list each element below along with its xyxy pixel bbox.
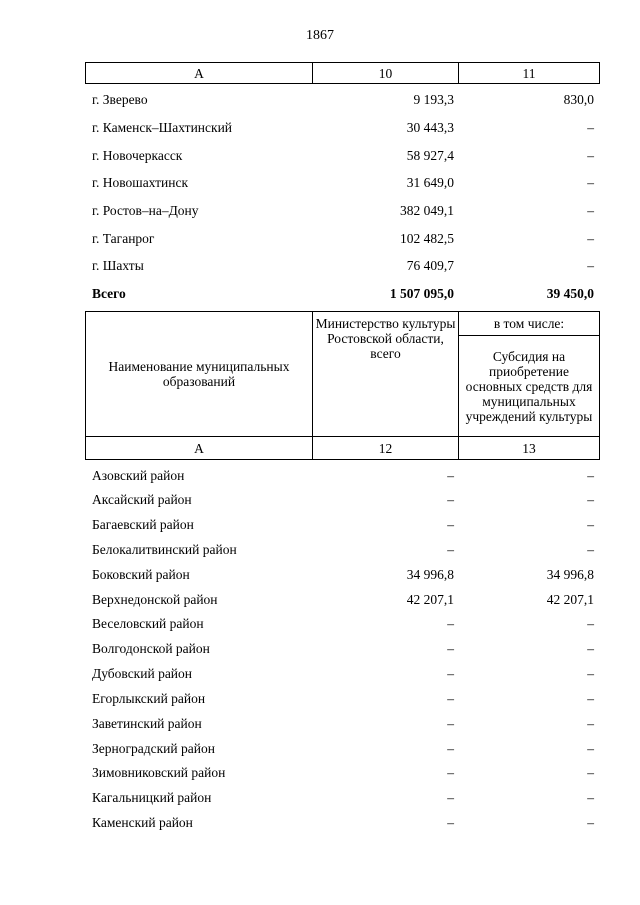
row-value-12: – bbox=[447, 492, 454, 507]
table-row bbox=[0, 665, 640, 683]
row-name: Багаевский район bbox=[92, 517, 194, 532]
table1-header bbox=[85, 62, 600, 84]
table-row bbox=[0, 690, 640, 708]
table-row bbox=[0, 491, 640, 509]
row-value-12: – bbox=[447, 691, 454, 706]
table-row bbox=[0, 789, 640, 807]
table-row bbox=[0, 814, 640, 832]
page-number: 1867 bbox=[306, 28, 334, 43]
table-row bbox=[0, 174, 640, 192]
row-name: Заветинский район bbox=[92, 716, 202, 731]
row-name: Веселовский район bbox=[92, 616, 204, 631]
row-value-10: 76 409,7 bbox=[406, 258, 454, 273]
header-col-13: 13 bbox=[459, 437, 600, 460]
row-name: г. Ростов–на–Дону bbox=[92, 203, 199, 218]
table-row bbox=[0, 615, 640, 633]
row-value-13: – bbox=[587, 641, 594, 656]
table-row bbox=[0, 467, 640, 485]
table-row bbox=[0, 740, 640, 758]
row-value-11: – bbox=[587, 203, 594, 218]
row-value-12: 34 996,8 bbox=[406, 567, 454, 582]
row-name: г. Каменск–Шахтинский bbox=[92, 120, 233, 135]
total-value-10: 1 507 095,0 bbox=[389, 286, 454, 301]
row-value-12: – bbox=[447, 517, 454, 532]
row-value-10: 31 649,0 bbox=[406, 175, 454, 190]
row-name: Волгодонской район bbox=[92, 641, 210, 656]
row-value-13: – bbox=[587, 517, 594, 532]
header-municipality: Наименование муниципальных образований bbox=[86, 312, 313, 437]
row-name: Кагальницкий район bbox=[92, 790, 212, 805]
row-value-12: – bbox=[447, 741, 454, 756]
table-row bbox=[0, 541, 640, 559]
table-row bbox=[0, 202, 640, 220]
row-name: Азовский район bbox=[92, 468, 185, 483]
row-value-12: – bbox=[447, 716, 454, 731]
table2-header bbox=[85, 311, 600, 460]
row-name: Боковский район bbox=[92, 567, 190, 582]
row-value-11: – bbox=[587, 258, 594, 273]
header-including: в том числе: bbox=[459, 312, 600, 336]
table-row bbox=[0, 230, 640, 248]
row-value-13: – bbox=[587, 492, 594, 507]
row-value-13: 34 996,8 bbox=[546, 567, 594, 582]
row-name: г. Новошахтинск bbox=[92, 175, 188, 190]
row-name: г. Новочеркасск bbox=[92, 148, 183, 163]
table-row bbox=[0, 516, 640, 534]
row-value-12: – bbox=[447, 616, 454, 631]
row-value-12: – bbox=[447, 542, 454, 557]
row-value-13: – bbox=[587, 666, 594, 681]
header-ministry: Министерство культуры Ростовской области, всего bbox=[313, 312, 459, 437]
header-col-a: А bbox=[86, 63, 313, 84]
table-row bbox=[0, 640, 640, 658]
row-value-10: 9 193,3 bbox=[413, 92, 454, 107]
row-value-13: – bbox=[587, 716, 594, 731]
table-row bbox=[0, 566, 640, 584]
row-value-11: – bbox=[587, 231, 594, 246]
row-name: Верхнедонской район bbox=[92, 592, 218, 607]
row-value-13: – bbox=[587, 542, 594, 557]
row-name: г. Шахты bbox=[92, 258, 144, 273]
row-name: Белокалитвинский район bbox=[92, 542, 237, 557]
header-col-11: 11 bbox=[459, 63, 600, 84]
row-value-12: – bbox=[447, 815, 454, 830]
row-name: Зимовниковский район bbox=[92, 765, 226, 780]
row-name: Каменский район bbox=[92, 815, 193, 830]
row-value-12: – bbox=[447, 765, 454, 780]
table-row bbox=[0, 147, 640, 165]
row-value-10: 30 443,3 bbox=[406, 120, 454, 135]
row-name: Дубовский район bbox=[92, 666, 193, 681]
row-value-13: – bbox=[587, 815, 594, 830]
row-value-10: 382 049,1 bbox=[400, 203, 454, 218]
table-row bbox=[0, 764, 640, 782]
row-value-13: – bbox=[587, 790, 594, 805]
table-row bbox=[0, 591, 640, 609]
row-value-13: – bbox=[587, 468, 594, 483]
row-value-13: – bbox=[587, 765, 594, 780]
row-value-13: – bbox=[587, 616, 594, 631]
row-value-11: – bbox=[587, 148, 594, 163]
total-value-11: 39 450,0 bbox=[546, 286, 594, 301]
row-name: Зерноградский район bbox=[92, 741, 215, 756]
row-value-12: – bbox=[447, 790, 454, 805]
row-value-13: – bbox=[587, 741, 594, 756]
total-label: Всего bbox=[92, 286, 126, 301]
table-row bbox=[0, 91, 640, 109]
table-row bbox=[0, 715, 640, 733]
row-value-10: 58 927,4 bbox=[406, 148, 454, 163]
header-col-10: 10 bbox=[313, 63, 459, 84]
table-row bbox=[0, 257, 640, 275]
row-name: Аксайский район bbox=[92, 492, 192, 507]
header-subsidy: Субсидия на приобретение основных средств для муниципальных учреждений культуры bbox=[459, 336, 600, 437]
row-value-12: 42 207,1 bbox=[406, 592, 454, 607]
row-name: г. Зверево bbox=[92, 92, 148, 107]
row-value-13: 42 207,1 bbox=[546, 592, 594, 607]
header-col-a: А bbox=[86, 437, 313, 460]
row-value-12: – bbox=[447, 468, 454, 483]
table-row bbox=[0, 119, 640, 137]
total-row bbox=[0, 285, 640, 303]
row-value-11: 830,0 bbox=[563, 92, 594, 107]
row-value-13: – bbox=[587, 691, 594, 706]
row-value-11: – bbox=[587, 120, 594, 135]
row-value-10: 102 482,5 bbox=[400, 231, 454, 246]
row-name: Егорлыкский район bbox=[92, 691, 206, 706]
header-col-12: 12 bbox=[313, 437, 459, 460]
row-value-11: – bbox=[587, 175, 594, 190]
row-name: г. Таганрог bbox=[92, 231, 155, 246]
row-value-12: – bbox=[447, 666, 454, 681]
row-value-12: – bbox=[447, 641, 454, 656]
